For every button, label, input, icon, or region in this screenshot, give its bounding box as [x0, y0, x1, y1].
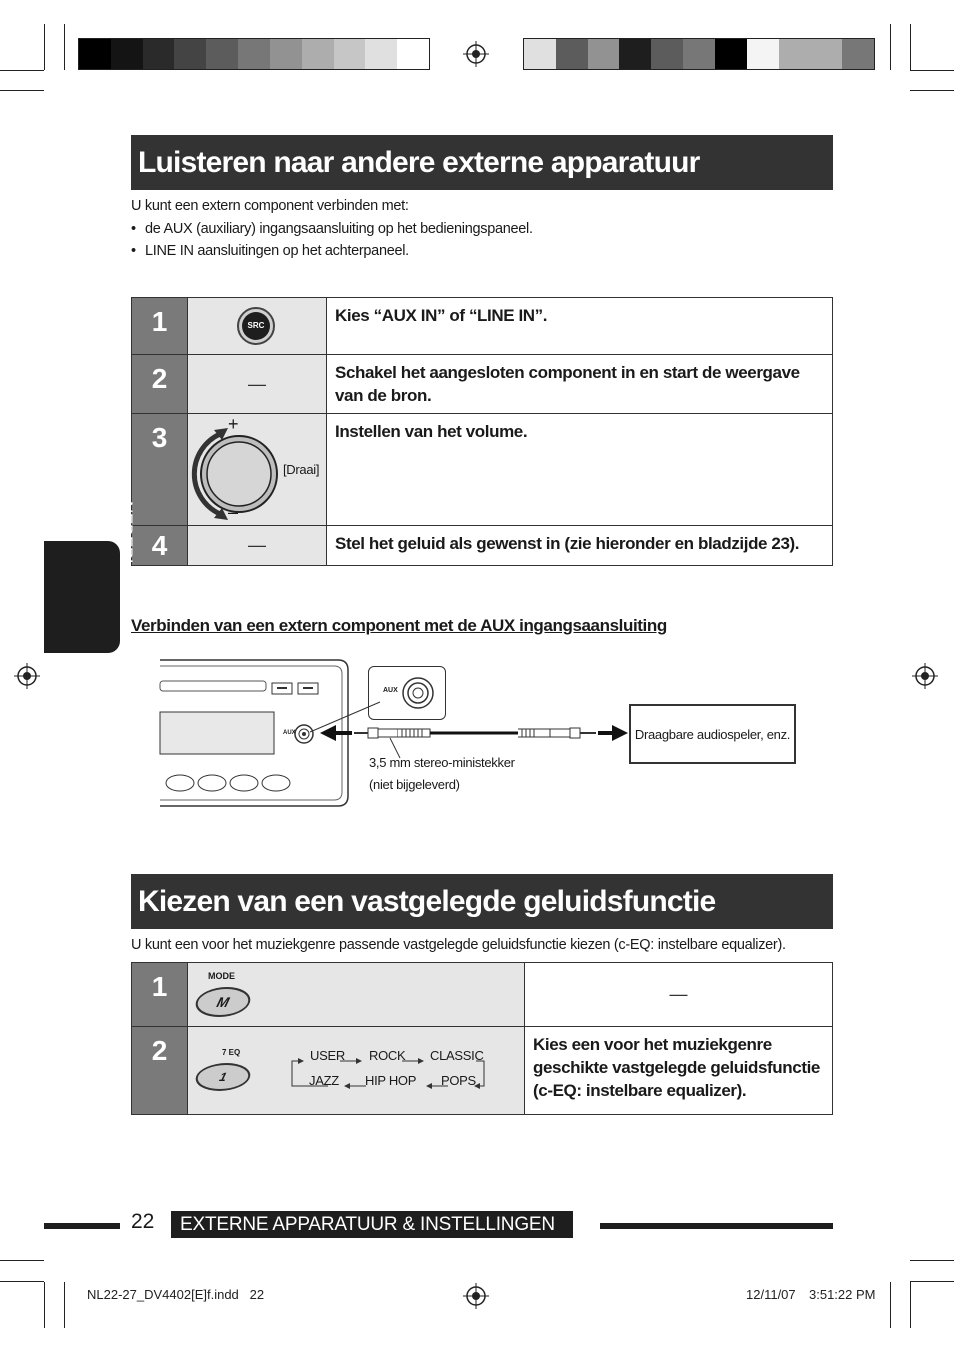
section-heading-external: Luisteren naar andere externe apparatuur [131, 135, 833, 190]
crop-mark [44, 24, 45, 70]
language-tab [44, 501, 136, 653]
minus-sign: – [228, 502, 239, 522]
section-heading-sound: Kiezen van een vastgelegde geluidsfunctie [131, 874, 833, 929]
eq-pops: POPS [441, 1073, 476, 1088]
registration-mark-icon [14, 663, 40, 689]
crop-mark [910, 70, 954, 71]
step-row [132, 1027, 833, 1115]
step-picture [188, 1027, 525, 1115]
crop-mark [0, 90, 44, 91]
bullet-item: • LINE IN aansluitingen op het achterpaneel. [131, 243, 533, 259]
cable-illustration [318, 720, 630, 746]
footer-rule-right [600, 1223, 833, 1229]
dash: — [669, 984, 688, 1004]
crop-mark [0, 1260, 44, 1261]
registration-mark-icon [463, 1283, 489, 1309]
intro-text: U kunt een voor het muziekgenre passende vastgelegde geluidsfunctie kiezen (c-EQ: instelbare equalizer). [131, 937, 786, 953]
mode-button[interactable] [192, 987, 254, 1017]
aux-small-label: AUX [283, 730, 296, 736]
step-number: 1 [132, 298, 188, 355]
step-picture [188, 298, 327, 355]
step-picture [188, 355, 327, 414]
plus-sign: + [228, 414, 239, 434]
mode-button-face: M [215, 994, 231, 1010]
step-text: Stel het geluid als gewenst in (zie hieronder en bladzijde 23). [327, 526, 833, 566]
eq-jazz: JAZZ [309, 1073, 339, 1088]
step-number: 3 [132, 414, 188, 526]
slug-date: 12/11/07 [746, 1287, 796, 1302]
crop-mark [0, 70, 44, 71]
eq-button-label: 7 EQ [222, 1048, 241, 1057]
crop-mark [910, 24, 911, 70]
volume-knob-icon[interactable] [190, 418, 290, 524]
dash: — [248, 535, 266, 555]
slug-filename: NL22-27_DV4402[E]f.indd 22 [87, 1287, 265, 1302]
page-number: 22 [131, 1210, 155, 1233]
step-row [132, 298, 833, 355]
eq-button[interactable] [192, 1063, 254, 1091]
grayscale-bar-right [523, 38, 875, 70]
footer-rule-left [44, 1223, 120, 1229]
step-row [132, 526, 833, 566]
slug-time: 3:51:22 PM [809, 1287, 876, 1302]
aux-jack-icon [401, 676, 435, 710]
crop-mark [64, 1282, 65, 1328]
eq-button-face: 1 [217, 1070, 229, 1084]
step-picture [188, 526, 327, 566]
src-button[interactable] [237, 307, 275, 345]
crop-mark [910, 1282, 911, 1328]
step-picture [188, 414, 327, 526]
eq-rock: ROCK [369, 1048, 406, 1063]
crop-mark [910, 90, 954, 91]
plug-label: 3,5 mm stereo-ministekker [369, 755, 515, 770]
step-number: 1 [132, 963, 188, 1027]
step-text: Schakel het aangesloten component in en start de weergave van de bron. [327, 355, 833, 414]
device-label: Draagbare audiospeler, enz. [634, 726, 791, 742]
plug-label-note: (niet bijgeleverd) [369, 777, 460, 792]
bullet-list [131, 221, 533, 265]
crop-mark [44, 1282, 45, 1328]
crop-mark [890, 1282, 891, 1328]
crop-mark [910, 1260, 954, 1261]
crop-mark [910, 1281, 954, 1282]
step-text: Kies “AUX IN” of “LINE IN”. [327, 298, 833, 355]
step-text: Kies een voor het muziekgenre geschikte vastgelegde geluidsfunctie (c-EQ: instelbare equalizer). [525, 1027, 833, 1115]
steps-table-sound [131, 962, 833, 1115]
dash: — [248, 373, 266, 394]
knob-label: [Draai] [283, 462, 320, 477]
crop-mark [64, 24, 65, 70]
step-row [132, 355, 833, 414]
subsection-heading: Verbinden van een extern component met de AUX ingangsaansluiting [131, 616, 667, 635]
steps-table-external [131, 297, 833, 566]
registration-mark-icon [463, 41, 489, 67]
portable-device-box [629, 704, 796, 764]
grayscale-bar-left [78, 38, 430, 70]
registration-mark-icon [912, 663, 938, 689]
step-number: 2 [132, 1027, 188, 1115]
eq-hiphop: HIP HOP [365, 1073, 417, 1088]
step-picture [188, 963, 525, 1027]
language-tab-label: NEDERLANDS [117, 501, 136, 615]
mode-button-label: MODE [208, 971, 235, 981]
eq-classic: CLASSIC [430, 1048, 484, 1063]
step-text: Instellen van het volume. [327, 414, 833, 526]
bullet-item: • de AUX (auxiliary) ingangsaansluiting op het bedieningspaneel. [131, 221, 533, 237]
footer-title: EXTERNE APPARATUUR & INSTELLINGEN [171, 1211, 573, 1238]
step-number: 2 [132, 355, 188, 414]
crop-mark [890, 24, 891, 70]
step-row [132, 414, 833, 526]
step-row [132, 963, 833, 1027]
step-number: 4 [132, 526, 188, 566]
crop-mark [0, 1281, 44, 1282]
eq-user: USER [310, 1048, 345, 1063]
step-text [525, 963, 833, 1027]
aux-label: AUX [383, 687, 398, 694]
intro-text: U kunt een extern component verbinden met: [131, 198, 409, 214]
src-button-label: SRC [242, 312, 270, 340]
